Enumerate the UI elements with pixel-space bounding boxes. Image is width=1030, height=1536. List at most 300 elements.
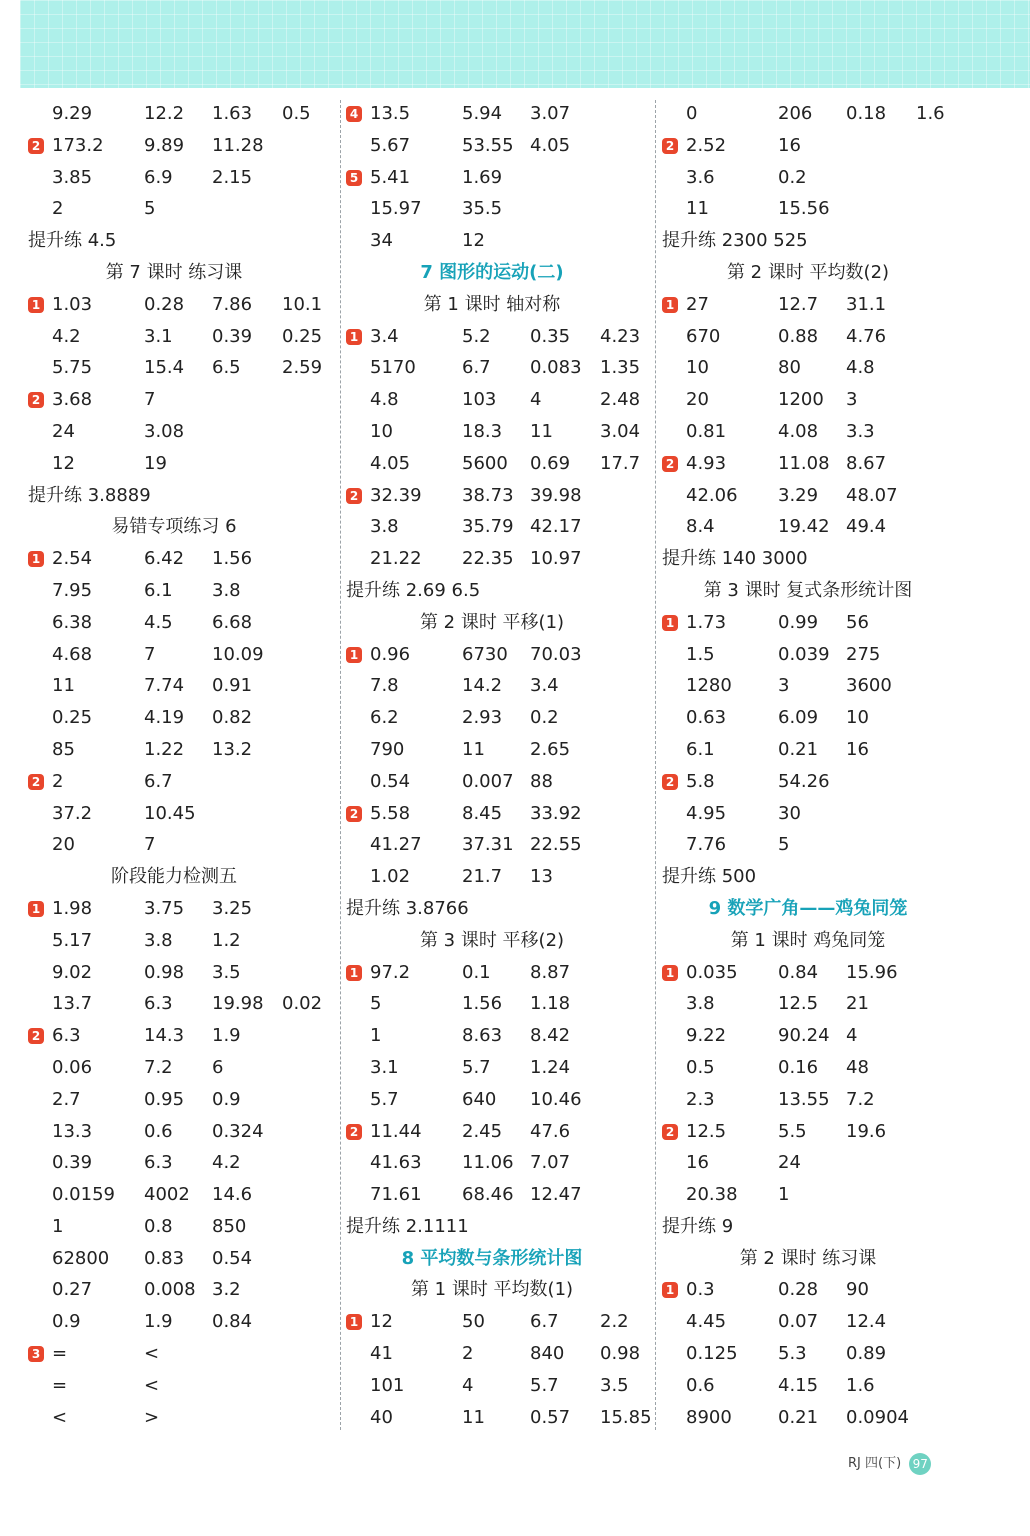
answer-row [346,225,658,257]
answer-row [28,702,340,734]
answer-value: 4.23 [600,325,641,347]
answer-value: 3 [846,389,858,411]
answer-value: 4.2 [212,1152,241,1174]
answer-value: 0.06 [52,1056,93,1078]
answer-row [28,98,340,130]
answer-value: 49.4 [846,516,887,538]
answer-value: 11 [686,198,709,220]
answer-value: 4.68 [52,643,93,665]
answer-value: 11 [462,1406,485,1428]
answer-row [346,1402,658,1434]
answer-value: 12 [370,1311,393,1333]
answer-value: 640 [462,1088,497,1110]
answer-value: 0.99 [778,611,819,633]
question-number-badge: 1 [346,965,362,981]
answer-value: 8.87 [530,961,571,983]
answer-value: 22.35 [462,548,514,570]
question-number-badge: 2 [28,392,44,408]
answer-value: 5.7 [530,1374,559,1396]
answer-row [346,480,658,512]
lesson-heading: 第 3 课时 复式条形统计图 [703,579,913,601]
answer-row [28,416,340,448]
answer-value: 0.3 [686,1279,715,1301]
answer-value: 6.3 [52,1025,81,1047]
answer-value: 0.39 [212,325,253,347]
answer-value: 0.007 [462,770,514,792]
answer-value: 0.125 [686,1343,738,1365]
answer-value: 6.1 [144,579,173,601]
answer-value: 0.035 [686,961,738,983]
answer-value: 6.7 [144,770,173,792]
answer-value: 3.25 [212,897,253,919]
answer-value: 38.73 [462,484,514,506]
answer-value: 4.95 [686,802,727,824]
answer-value: < [144,1343,160,1365]
lesson-heading: 第 1 课时 平均数(1) [410,1279,574,1301]
answer-value: 14.6 [212,1184,253,1206]
answer-value: 4 [846,1025,858,1047]
answer-value: 12 [462,230,485,252]
answer-value: 15.85 [600,1406,652,1428]
answer-value: 840 [530,1343,565,1365]
answer-value: 2 [52,198,64,220]
answer-value: 4.93 [686,452,727,474]
answer-value: 0.63 [686,707,727,729]
answer-value: 70.03 [530,643,582,665]
answer-value: 35.5 [462,198,503,220]
answer-value: 0.39 [52,1152,93,1174]
answer-value: 0.54 [212,1247,253,1269]
answer-value: 56 [846,611,869,633]
answer-value: 90 [846,1279,869,1301]
answer-value: 0.82 [212,707,253,729]
answer-row [346,543,658,575]
answer-value: 7.8 [370,675,399,697]
answer-value: 2.45 [462,1120,503,1142]
answer-value: 41.27 [370,834,422,856]
question-number-badge: 2 [346,806,362,822]
answer-value: 3.2 [212,1279,241,1301]
question-number-badge: 2 [662,456,678,472]
answer-value: 1.73 [686,611,727,633]
answer-value: 3.68 [52,389,93,411]
answer-value: 1280 [686,675,732,697]
extension-practice-answer: 提升练 140 3000 [662,548,808,570]
answer-row [662,988,974,1020]
answer-row [346,384,658,416]
answer-row [28,543,340,575]
answer-row [28,1020,340,1052]
answer-value: 12.2 [144,103,185,124]
answer-value: 90.24 [778,1025,830,1047]
lesson-heading: 第 2 课时 练习课 [739,1247,877,1269]
answer-value: 2.15 [212,166,253,188]
answer-value: 10.97 [530,548,582,570]
answer-value: < [52,1406,68,1428]
answer-value: 5.17 [52,929,93,951]
answer-value: 5.94 [462,103,503,124]
answer-value: 14.3 [144,1025,185,1047]
answer-row [28,1243,340,1275]
answer-row [28,1306,340,1338]
answer-value: 16 [778,134,801,156]
answer-value: 5170 [370,357,416,379]
answer-value: 6.3 [144,1152,173,1174]
answer-value: 16 [846,738,869,760]
answer-value: 1.22 [144,738,185,760]
answer-value: 13.55 [778,1088,830,1110]
answer-value: 21.22 [370,548,422,570]
answer-value: 0.25 [52,707,93,729]
answer-value: 80 [778,357,801,379]
answer-row [662,1179,974,1211]
answer-row [662,480,974,512]
answer-value: 0.039 [778,643,830,665]
answer-value: 0.6 [686,1374,715,1396]
answer-value: 50 [462,1311,485,1333]
answer-value: 3.85 [52,166,93,188]
answer-value: 3.5 [212,961,241,983]
answer-value: 19.6 [846,1120,887,1142]
answer-row [346,1179,658,1211]
answer-value: 1.03 [52,293,93,315]
answer-value: 97.2 [370,961,411,983]
answer-value: 11.28 [212,134,264,156]
answer-value: 7.2 [846,1088,875,1110]
answer-row [346,829,658,861]
answer-row [662,1306,974,1338]
unit-heading: 9 数学广角——鸡兔同笼 [708,897,908,919]
answer-value: 2.52 [686,134,727,156]
lesson-heading: 易错专项练习 6 [111,516,237,538]
answer-value: 5 [778,834,790,856]
question-number-badge: 2 [346,488,362,504]
answer-value: 10 [686,357,709,379]
answer-value: 1.24 [530,1056,571,1078]
lesson-heading: 第 1 课时 鸡兔同笼 [730,929,886,951]
answer-value: 22.55 [530,834,582,856]
answer-row [346,1147,658,1179]
answer-value: 4.05 [370,452,411,474]
extension-practice-answer: 提升练 9 [662,1215,734,1237]
answer-value: 11.06 [462,1152,514,1174]
answer-value: 48.07 [846,484,898,506]
question-number-badge: 3 [28,1346,44,1362]
answer-value: 19.42 [778,516,830,538]
answer-value: 0.2 [530,707,559,729]
answer-row [346,193,658,225]
answer-value: 0.9 [52,1311,81,1333]
answer-value: 6730 [462,643,508,665]
question-number-badge: 1 [662,297,678,313]
answer-row [346,861,658,893]
answer-row [28,162,340,194]
answer-row [662,289,974,321]
answer-row [28,766,340,798]
answer-value: 7 [144,389,156,411]
answer-value: 42.17 [530,516,582,538]
answer-row [28,1370,340,1402]
answer-column-3 [662,98,974,1438]
answer-row [662,1116,974,1148]
answer-value: 0.96 [370,643,411,665]
answer-value: 5.5 [778,1120,807,1142]
answer-value: 0.98 [600,1343,641,1365]
answer-value: 0.1 [462,961,491,983]
answer-value: 2 [462,1343,474,1365]
answer-row [662,130,974,162]
extension-practice-answer: 提升练 3.8889 [28,484,151,506]
answer-value: 4.19 [144,707,185,729]
answer-value: 4.5 [144,611,173,633]
question-number-badge: 1 [662,1282,678,1298]
answer-value: 0.16 [778,1056,819,1078]
lesson-heading: 第 7 课时 练习课 [105,261,243,283]
extension-practice-answer: 提升练 3.8766 [346,897,469,919]
answer-value: 2.48 [600,389,641,411]
answer-value: 11 [52,675,75,697]
answer-value: 20.38 [686,1184,738,1206]
answer-value: 3600 [846,675,892,697]
answer-row [662,1147,974,1179]
question-number-badge: 2 [662,1124,678,1140]
answer-value: 15.4 [144,357,185,379]
answer-value: 2.65 [530,738,571,760]
answer-row [28,829,340,861]
answer-row [662,98,974,130]
answer-row [346,1338,658,1370]
answer-value: 10.46 [530,1088,582,1110]
answer-value: 3.4 [530,675,559,697]
answer-value: 0.9 [212,1088,241,1110]
answer-value: 39.98 [530,484,582,506]
answer-row [28,988,340,1020]
answer-value: 10 [846,707,869,729]
answer-row [662,798,974,830]
column-divider [655,100,656,1430]
answer-row [662,766,974,798]
answer-value: 5 [144,198,156,220]
answer-value: 24 [52,420,75,442]
answer-value: 0.57 [530,1406,571,1428]
answer-value: = [52,1343,68,1365]
answer-row [662,1274,974,1306]
answer-value: 4002 [144,1184,190,1206]
answer-row [662,1020,974,1052]
top-decorative-band [20,0,1030,88]
answer-row [28,798,340,830]
answer-row [28,957,340,989]
answer-value: 1.69 [462,166,503,188]
question-number-badge: 2 [28,774,44,790]
question-number-badge: 1 [662,965,678,981]
answer-value: 19.98 [212,993,264,1015]
answer-value: < [144,1374,160,1396]
lesson-heading: 第 2 课时 平均数(2) [726,261,890,283]
answer-value: 4.05 [530,134,571,156]
answer-value: 8900 [686,1406,732,1428]
lesson-heading: 阶段能力检测五 [111,866,237,888]
answer-value: 13.2 [212,738,253,760]
answer-value: 0.0159 [52,1184,115,1206]
question-number-badge: 2 [662,774,678,790]
answer-value: 31.1 [846,293,887,315]
answer-row [346,416,658,448]
answer-value: 41.63 [370,1152,422,1174]
answer-value: 12.7 [778,293,819,315]
answer-value: 6.09 [778,707,819,729]
answer-value: 19 [144,452,167,474]
answer-value: 0.54 [370,770,411,792]
answer-row [346,130,658,162]
footer-label: RJ 四(下) [848,1456,902,1471]
page-footer [848,1452,931,1476]
answer-value: 9.22 [686,1025,727,1047]
answer-value: 0.84 [212,1311,253,1333]
answer-row [28,670,340,702]
answer-value: 5600 [462,452,508,474]
answer-value: 0.21 [778,1406,819,1428]
answer-value: 33.92 [530,802,582,824]
answer-value: 0.98 [144,961,185,983]
unit-heading: 7 图形的运动(二) [420,261,564,283]
answer-row [346,670,658,702]
answer-value: 5.58 [370,802,411,824]
answer-value: 4 [462,1374,474,1396]
answer-row [662,1338,974,1370]
answer-row [662,1052,974,1084]
answer-value: 1 [370,1025,382,1047]
answer-row [662,448,974,480]
answer-value: 0.25 [282,325,323,347]
answer-value: 13.7 [52,993,93,1015]
question-number-badge: 5 [346,170,362,186]
answer-value: 3.4 [370,325,399,347]
question-number-badge: 2 [346,1124,362,1140]
answer-row [28,893,340,925]
answer-value: 3.8 [370,516,399,538]
answer-value: 20 [52,834,75,856]
answer-value: 0.27 [52,1279,93,1301]
answer-row [28,130,340,162]
answer-value: 9.89 [144,134,185,156]
answer-value: 10 [370,420,393,442]
answer-row [28,1274,340,1306]
answer-value: 1.56 [212,548,253,570]
answer-row [346,639,658,671]
answer-value: 3.8 [686,993,715,1015]
answer-value: 3.04 [600,420,641,442]
extension-practice-answer: 提升练 2.1111 [346,1215,469,1237]
answer-value: 88 [530,770,553,792]
answer-value: 6.7 [462,357,491,379]
answer-value: 7.2 [144,1056,173,1078]
answer-row [346,1370,658,1402]
answer-row [346,98,658,130]
answer-value: 71.61 [370,1184,422,1206]
answer-value: 850 [212,1215,247,1237]
answer-value: 10.45 [144,802,196,824]
answer-row [346,1084,658,1116]
answer-value: 34 [370,230,393,252]
answer-row [662,1084,974,1116]
answer-value: 2.2 [600,1311,629,1333]
answer-value: 7 [144,643,156,665]
answer-value: 173.2 [52,134,104,156]
answer-row [28,1211,340,1243]
answer-value: 3.5 [600,1374,629,1396]
answer-value: 0.83 [144,1247,185,1269]
answer-row [662,162,974,194]
answer-row [28,1147,340,1179]
answer-value: 0.6 [144,1120,173,1142]
answer-row [28,352,340,384]
answer-value: 12.47 [530,1184,582,1206]
answer-value: 0.324 [212,1120,264,1142]
answer-value: 17.7 [600,452,641,474]
answer-row [662,957,974,989]
page-number: 97 [909,1453,931,1475]
question-number-badge: 1 [28,901,44,917]
answer-value: 0.8 [144,1215,173,1237]
answer-value: 1 [52,1215,64,1237]
answer-value: 21.7 [462,866,503,888]
answer-value: 1200 [778,389,824,411]
answer-value: 10.1 [282,293,323,315]
answer-value: 30 [778,802,801,824]
answer-value: 7.76 [686,834,727,856]
answer-value: 1.9 [144,1311,173,1333]
answer-value: 6.68 [212,611,253,633]
extension-practice-answer: 提升练 4.5 [28,230,117,252]
answer-value: 0.35 [530,325,571,347]
answer-value: 18.3 [462,420,503,442]
answer-value: 47.6 [530,1120,571,1142]
answer-row [662,734,974,766]
answer-value: 6.2 [370,707,399,729]
answer-value: 68.46 [462,1184,514,1206]
answer-value: 0.95 [144,1088,185,1110]
answer-row [28,1084,340,1116]
answer-value: 4.76 [846,325,887,347]
answer-value: 2 [52,770,64,792]
answer-value: 5 [370,993,382,1015]
answer-value: 5.67 [370,134,411,156]
answer-value: 48 [846,1056,869,1078]
answer-value: 3.08 [144,420,185,442]
answer-row [346,1116,658,1148]
answer-value: 85 [52,738,75,760]
answer-value: 1.35 [600,357,641,379]
question-number-badge: 1 [662,615,678,631]
answer-row [28,193,340,225]
answer-value: 0.083 [530,357,582,379]
answer-row [662,384,974,416]
answer-value: 0.18 [846,103,887,124]
answer-value: 37.31 [462,834,514,856]
answer-row [662,829,974,861]
question-number-badge: 1 [28,297,44,313]
answer-value: 1.5 [686,643,715,665]
answer-row [346,448,658,480]
answer-value: 1 [778,1184,790,1206]
answer-value: 0.0904 [846,1406,909,1428]
answer-value: 6.3 [144,993,173,1015]
answer-value: 275 [846,643,881,665]
answer-row [28,734,340,766]
answer-value: 3.07 [530,103,571,124]
answer-row [346,734,658,766]
